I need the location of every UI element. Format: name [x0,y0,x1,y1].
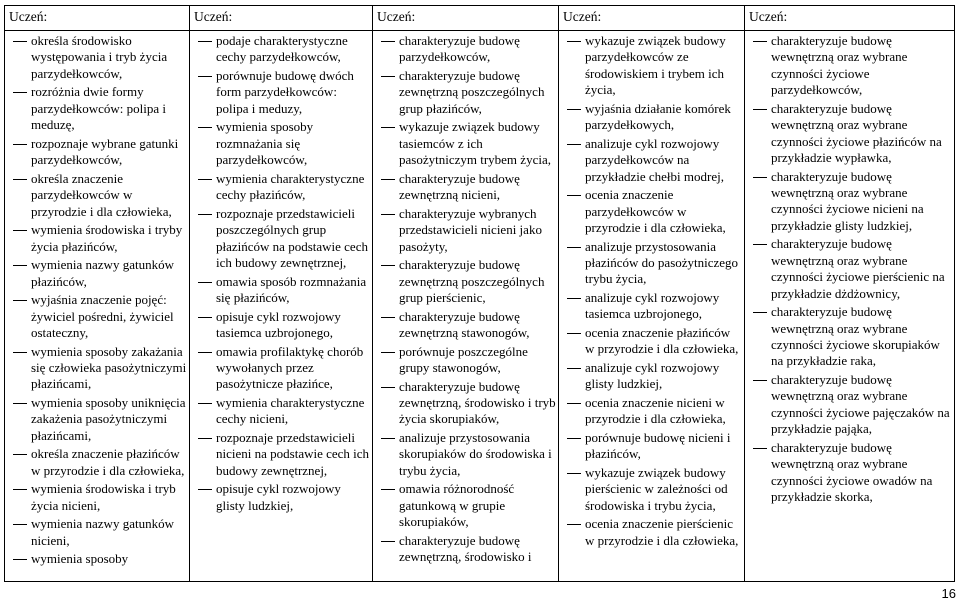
column-header: Uczeń: [745,6,955,31]
requirement-item: analizuje cykl rozwojowy parzydełkowców na przykładzie chełbi modrej, [563,136,742,185]
requirement-item: charakteryzuje budowę zewnętrzną stawonogów, [377,309,556,342]
header-row [5,6,955,31]
requirement-item: analizuje cykl rozwojowy glisty ludzkiej, [563,360,742,393]
requirement-list [194,33,370,514]
column-header: Uczeń: [190,6,373,31]
requirement-item: porównuje poszczególne grupy stawonogów, [377,344,556,377]
requirement-item: ocenia znaczenie nicieni w przyrodzie i dla człowieka, [563,395,742,428]
requirement-item: wymienia sposoby [9,551,187,567]
requirement-item: analizuje przystosowania płazińców do pasożytniczego trybu życia, [563,239,742,288]
column-header: Uczeń: [5,6,190,31]
requirement-item: wymienia sposoby rozmnażania się parzydełkowców, [194,119,370,168]
requirement-item: charakteryzuje budowę zewnętrzną poszczególnych grup pierścienic, [377,257,556,306]
requirements-table [4,5,955,582]
requirement-item: ocenia znaczenie parzydełkowców w przyrodzie i dla człowieka, [563,187,742,236]
requirement-item: ocenia znaczenie płazińców w przyrodzie i dla człowieka, [563,325,742,358]
requirement-item: charakteryzuje budowę wewnętrzną oraz wybrane czynności życiowe pierścienic na przykładzie dżdżownicy, [749,236,952,302]
requirement-item: rozpoznaje przedstawicieli poszczególnych grup płazińców na podstawie cech ich budowy zewnętrznej, [194,206,370,272]
requirement-item: określa znaczenie parzydełkowców w przyrodzie i dla człowieka, [9,171,187,220]
requirement-item: wyjaśnia znaczenie pojęć: żywiciel pośredni, żywiciel ostateczny, [9,292,187,341]
requirement-item: wykazuje związek budowy parzydełkowców ze środowiskiem i trybem ich życia, [563,33,742,99]
requirement-item: charakteryzuje budowę wewnętrzną oraz wybrane czynności życiowe płazińców na przykładzie wypławka, [749,101,952,167]
requirement-item: charakteryzuje budowę wewnętrzną oraz wybrane czynności życiowe skorupiaków na przykładzie raka, [749,304,952,370]
requirement-item: omawia różnorodność gatunkową w grupie skorupiaków, [377,481,556,530]
requirement-item: charakteryzuje budowę zewnętrzną poszczególnych grup płazińców, [377,68,556,117]
requirement-item: charakteryzuje wybranych przedstawicieli nicieni jako pasożyty, [377,206,556,255]
requirement-list [377,33,556,566]
requirement-item: charakteryzuje budowę wewnętrzną oraz wybrane czynności życiowe owadów na przykładzie skorka, [749,440,952,506]
column-header: Uczeń: [373,6,559,31]
column-cell [745,31,955,582]
requirement-item: ocenia znaczenie pierścienic w przyrodzie i dla człowieka, [563,516,742,549]
requirement-item: wymienia sposoby zakażania się człowieka pasożytniczymi płazińcami, [9,344,187,393]
requirement-item: wyjaśnia działanie komórek parzydełkowych, [563,101,742,134]
requirement-item: określa środowisko występowania i tryb życia parzydełkowców, [9,33,187,82]
requirement-item: rozpoznaje przedstawicieli nicieni na podstawie cech ich budowy zewnętrznej, [194,430,370,479]
column-cell [559,31,745,582]
requirement-item: wymienia charakterystyczne cechy płazińców, [194,171,370,204]
page-number: 16 [941,586,956,601]
requirement-item: wymienia nazwy gatunków płazińców, [9,257,187,290]
requirement-item: charakteryzuje budowę wewnętrzną oraz wybrane czynności życiowe pajęczaków na przykładzie pająka, [749,372,952,438]
requirement-list [563,33,742,549]
requirement-item: charakteryzuje budowę zewnętrzną nicieni, [377,171,556,204]
requirement-item: porównuje budowę dwóch form parzydełkowców: polipa i meduzy, [194,68,370,117]
requirement-item: opisuje cykl rozwojowy tasiemca uzbrojonego, [194,309,370,342]
requirement-item: wymienia środowiska i tryby życia płazińców, [9,222,187,255]
requirement-item: charakteryzuje budowę zewnętrzną, środowisko i tryb życia skorupiaków, [377,379,556,428]
column-cell [190,31,373,582]
requirement-item: analizuje cykl rozwojowy tasiemca uzbrojonego, [563,290,742,323]
requirement-item: charakteryzuje budowę zewnętrzną, środowisko i [377,533,556,566]
requirement-list [9,33,187,568]
column-cell [5,31,190,582]
column-header: Uczeń: [559,6,745,31]
column-cell [373,31,559,582]
requirement-item: opisuje cykl rozwojowy glisty ludzkiej, [194,481,370,514]
requirement-item: rozróżnia dwie formy parzydełkowców: polipa i meduzę, [9,84,187,133]
requirement-item: analizuje przystosowania skorupiaków do środowiska i trybu życia, [377,430,556,479]
requirement-item: określa znaczenie płazińców w przyrodzie i dla człowieka, [9,446,187,479]
requirement-list [749,33,952,506]
requirement-item: omawia profilaktykę chorób wywołanych przez pasożytnicze płazińce, [194,344,370,393]
requirement-item: wymienia środowiska i tryb życia nicieni, [9,481,187,514]
requirement-item: omawia sposób rozmnażania się płazińców, [194,274,370,307]
requirement-item: wymienia charakterystyczne cechy nicieni, [194,395,370,428]
requirement-item: charakteryzuje budowę wewnętrzną oraz wybrane czynności życiowe parzydełkowców, [749,33,952,99]
content-row [5,31,955,582]
requirement-item: wymienia sposoby uniknięcia zakażenia pasożytniczymi płazińcami, [9,395,187,444]
requirement-item: wykazuje związek budowy tasiemców z ich pasożytniczym trybem życia, [377,119,556,168]
requirement-item: charakteryzuje budowę parzydełkowców, [377,33,556,66]
requirement-item: charakteryzuje budowę wewnętrzną oraz wybrane czynności życiowe nicieni na przykładzie glisty ludzkiej, [749,169,952,235]
requirement-item: rozpoznaje wybrane gatunki parzydełkowców, [9,136,187,169]
requirement-item: podaje charakterystyczne cechy parzydełkowców, [194,33,370,66]
requirement-item: wymienia nazwy gatunków nicieni, [9,516,187,549]
requirement-item: wykazuje związek budowy pierścienic w zależności od środowiska i trybu życia, [563,465,742,514]
requirement-item: porównuje budowę nicieni i płazińców, [563,430,742,463]
